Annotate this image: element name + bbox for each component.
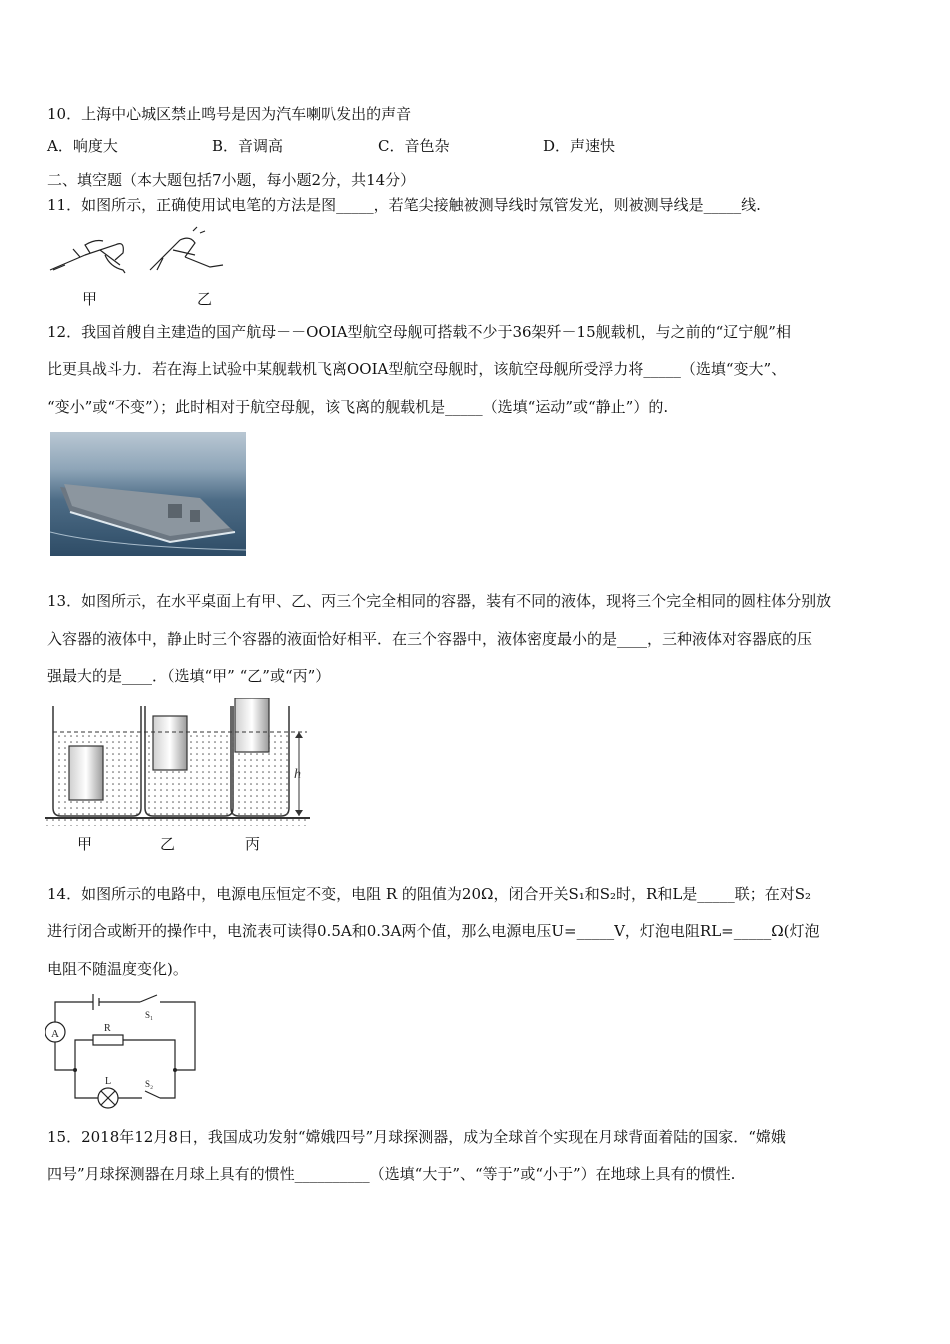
q11-caption-jia: 甲 [82, 290, 98, 308]
test-pen-hands-figure [45, 225, 225, 280]
switch2-label: S₂ [145, 1079, 154, 1089]
q12-line-1: 12．我国首艘自主建造的国产航母－－OOIA型航空母舰可搭载不少于36架歼－15舰载机，与之前的“辽宁舰”相 [47, 323, 791, 341]
q15-line-1: 15．2018年12月8日，我国成功发射“嫦娥四号”月球探测器，成为全球首个实现在月球背面着陆的国家．“嫦娥 [47, 1128, 786, 1146]
switch1-label: S₁ [145, 1010, 154, 1020]
q12-line-2: 比更具战斗力．若在海上试验中某舰载机飞离OOIA型航空母舰时，该航空母舰所受浮力将_____（选填“变大”、 [47, 360, 787, 378]
lamp-label: L [105, 1076, 112, 1087]
q11-stem: 11．如图所示，正确使用试电笔的方法是图_____，若笔尖接触被测导线时氖管发光，则被测导线是_____线. [47, 196, 761, 214]
q13-caption-jia: 甲 [77, 835, 93, 853]
q10-option-d: D．声速快 [543, 137, 616, 155]
aircraft-carrier-photo [50, 432, 246, 556]
q13-line-1: 13．如图所示，在水平桌面上有甲、乙、丙三个完全相同的容器，装有不同的液体，现将三个完全相同的圆柱体分别放 [47, 592, 832, 610]
q13-caption-bing: 丙 [245, 835, 261, 853]
q14-line-1: 14．如图所示的电路中，电源电压恒定不变，电阻 R 的阻值为20Ω，闭合开关S₁和S₂时，R和L是_____联；在对S₂ [47, 885, 812, 903]
q14-line-3: 电阻不随温度变化)。 [47, 960, 188, 978]
height-label: h [294, 767, 301, 782]
ammeter-label: A [51, 1028, 59, 1040]
q10-option-c: C．音色杂 [378, 137, 450, 155]
section-title: 二、填空题（本大题包括7小题，每小题2分，共14分） [47, 171, 416, 189]
three-containers-figure [45, 698, 310, 828]
circuit-diagram [45, 990, 205, 1110]
q11-caption-yi: 乙 [197, 290, 213, 308]
q15-line-2: 四号”月球探测器在月球上具有的惯性__________（选填“大于”、“等于”或“小于”）在地球上具有的惯性. [47, 1165, 736, 1183]
q10-option-b: B．音调高 [212, 137, 284, 155]
q13-line-2: 入容器的液体中，静止时三个容器的液面恰好相平．在三个容器中，液体密度最小的是____，三种液体对容器底的压 [47, 630, 813, 648]
q13-line-3: 强最大的是____．（选填“甲” “乙”或“丙”） [47, 667, 331, 685]
q10-stem: 10．上海中心城区禁止鸣号是因为汽车喇叭发出的声音 [47, 105, 412, 123]
q13-caption-yi: 乙 [160, 835, 176, 853]
q14-line-2: 进行闭合或断开的操作中，电流表可读得0.5A和0.3A两个值，那么电源电压U=_____V，灯泡电阻RL=_____Ω(灯泡 [47, 922, 820, 940]
q12-line-3: “变小”或“不变”）；此时相对于航空母舰，该飞离的舰载机是_____（选填“运动”或“静止”）的. [47, 398, 669, 416]
resistor-label: R [104, 1023, 111, 1034]
q10-option-a: A．响度大 [47, 137, 118, 155]
